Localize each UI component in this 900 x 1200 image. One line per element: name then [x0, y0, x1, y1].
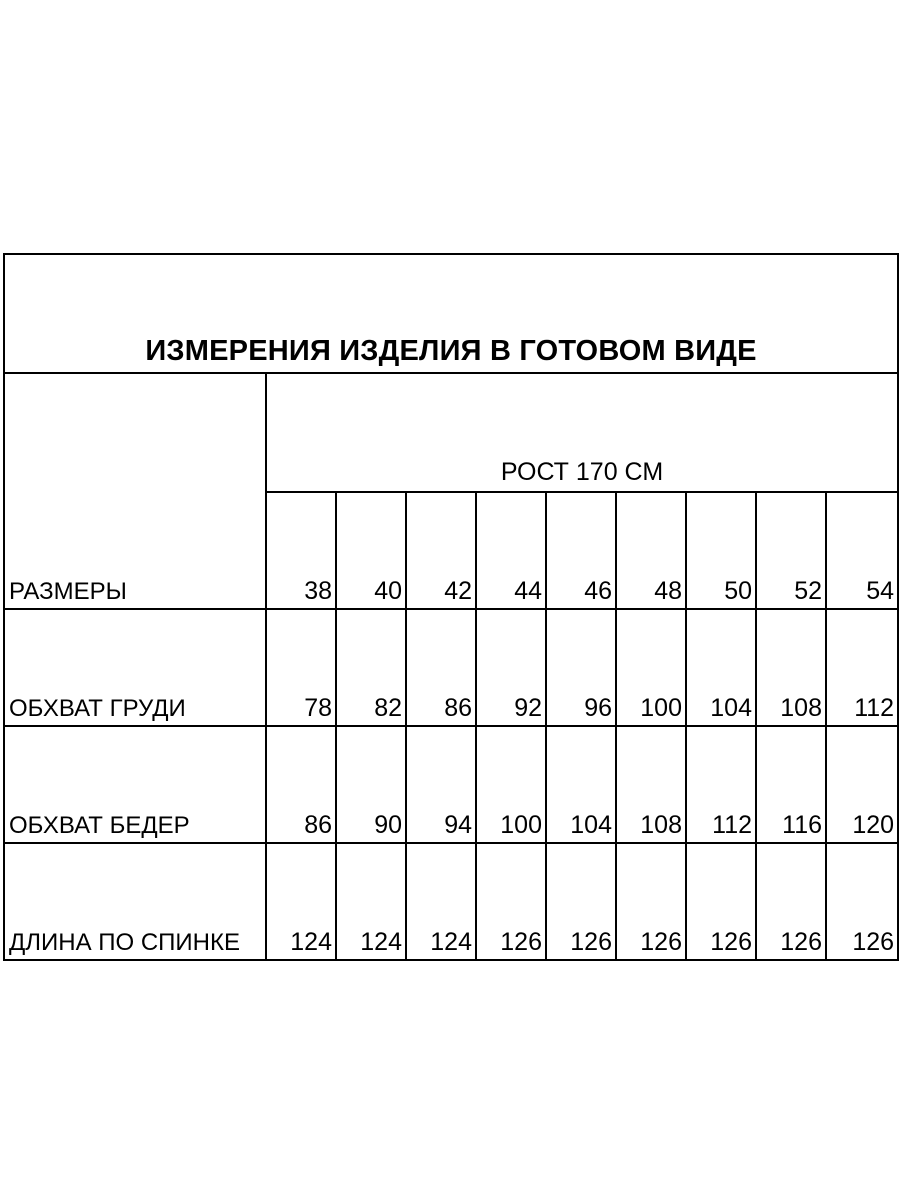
hips-value: 116 — [756, 726, 826, 843]
back-length-value: 126 — [686, 843, 756, 960]
height-header-row — [4, 373, 898, 492]
hips-value: 108 — [616, 726, 686, 843]
chest-value: 82 — [336, 609, 406, 726]
hips-value: 94 — [406, 726, 476, 843]
table-title: ИЗМЕРЕНИЯ ИЗДЕЛИЯ В ГОТОВОМ ВИДЕ — [4, 254, 898, 373]
back-length-value: 126 — [826, 843, 898, 960]
chest-value: 86 — [406, 609, 476, 726]
chest-value: 112 — [826, 609, 898, 726]
back-length-value: 126 — [756, 843, 826, 960]
hips-value: 120 — [826, 726, 898, 843]
chest-value: 104 — [686, 609, 756, 726]
back-length-value: 124 — [266, 843, 336, 960]
chest-label: ОБХВАТ ГРУДИ — [4, 609, 266, 726]
size-value: 46 — [546, 492, 616, 609]
size-value: 40 — [336, 492, 406, 609]
hips-value: 86 — [266, 726, 336, 843]
sizes-label-cell — [4, 373, 266, 609]
back-length-value: 126 — [546, 843, 616, 960]
size-value: 48 — [616, 492, 686, 609]
size-value: 50 — [686, 492, 756, 609]
back-length-label: ДЛИНА ПО СПИНКЕ — [4, 843, 266, 960]
back-length-value: 124 — [406, 843, 476, 960]
hips-value: 104 — [546, 726, 616, 843]
chest-value: 78 — [266, 609, 336, 726]
hips-value: 100 — [476, 726, 546, 843]
title-row — [4, 254, 898, 373]
chest-value: 108 — [756, 609, 826, 726]
back-length-value: 126 — [616, 843, 686, 960]
hips-label: ОБХВАТ БЕДЕР — [4, 726, 266, 843]
back-length-row — [4, 843, 898, 960]
hips-value: 112 — [686, 726, 756, 843]
size-value: 52 — [756, 492, 826, 609]
back-length-value: 126 — [476, 843, 546, 960]
chest-value: 96 — [546, 609, 616, 726]
size-value: 54 — [826, 492, 898, 609]
size-chart-table — [3, 253, 899, 961]
size-value: 38 — [266, 492, 336, 609]
back-length-value: 124 — [336, 843, 406, 960]
chest-value: 92 — [476, 609, 546, 726]
size-value: 44 — [476, 492, 546, 609]
hips-value: 90 — [336, 726, 406, 843]
chest-row — [4, 609, 898, 726]
chest-value: 100 — [616, 609, 686, 726]
size-value: 42 — [406, 492, 476, 609]
sizes-label: РАЗМЕРЫ — [9, 578, 127, 605]
hips-row — [4, 726, 898, 843]
height-label: РОСТ 170 СМ — [266, 373, 898, 492]
